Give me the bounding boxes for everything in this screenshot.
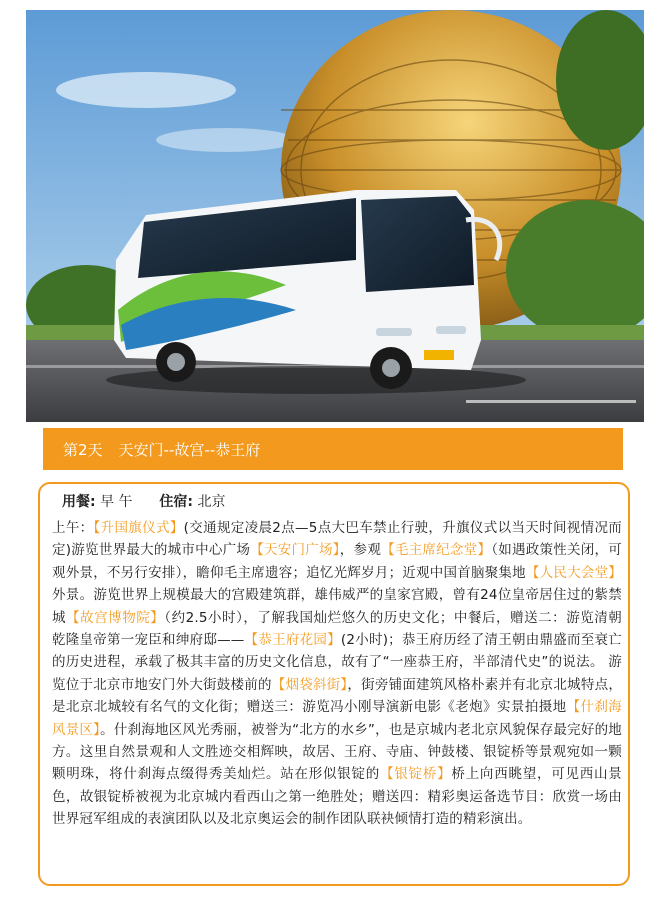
- text-segment: (2小时)；恭王府历经了清王朝由鼎盛而至衰亡的历史进程，承载了极其丰富的历史文化信息，故有了“一座恭王府，半部清代史”的说法。 游览位于北京市地安门外大街鼓楼前的: [52, 632, 622, 693]
- hero-photo: [26, 10, 644, 422]
- highlight-attraction: 【毛主席纪念堂】: [381, 542, 492, 559]
- meal-label: 用餐:: [62, 494, 96, 510]
- day-number: 第2天: [63, 440, 103, 459]
- highlight-attraction: 【人民大会堂】: [525, 564, 623, 581]
- itinerary-description: [52, 517, 622, 831]
- text-segment: （约2.5小时），了解我国灿烂悠久的历史文化；中餐后，赠送二：游览清朝乾隆皇帝第一宠臣和绅府邸——: [52, 609, 623, 649]
- highlight-attraction: 【故宫博物院】: [66, 609, 165, 626]
- text-segment: ，街旁铺面建筑风格朴素并有北京北城特点，是北京北城较有名气的文化街；赠送三：游览冯小刚导演新电影《老炮》实景拍摄地: [52, 676, 623, 716]
- meal-value: 早 午: [100, 494, 133, 510]
- itinerary-content-box: [38, 482, 630, 886]
- highlight-attraction: 【烟袋斜街】: [271, 676, 348, 693]
- highlight-attraction: 【什刹海风景区】: [52, 699, 622, 738]
- text-segment: (交通规定凌晨2点—5点大巴车禁止行驶，升旗仪式以当天时间视情况而定)游览世界最大的城市中心广场: [52, 520, 623, 559]
- highlight-attraction: 【银锭桥】: [380, 766, 452, 783]
- text-segment: 上午：: [52, 520, 94, 536]
- text-segment: （如遇政策性关闭，可观外景，不另行安排），瞻仰毛主席遗容；追忆光辉岁月；近观中国首脑聚集地: [52, 542, 622, 581]
- highlight-attraction: 【恭王府花园】: [244, 632, 341, 649]
- day-route-title: 天安门--故宫--恭王府: [118, 440, 261, 459]
- text-segment: 桥上向西眺望，可见西山景色，故银锭桥被视为北京城内看西山之第一绝胜处；赠送四：精彩奥运备选节目：欣赏一场由世界冠军组成的表演团队以及北京奥运会的制作团队联袂倾情打造的精彩演出。: [52, 766, 623, 828]
- stay-label: 住宿:: [159, 494, 194, 510]
- highlight-attraction: 【升国旗仪式】: [93, 520, 184, 536]
- stay-value: 北京: [197, 494, 226, 510]
- bus-illustration: [26, 10, 644, 422]
- text-segment: ，参观: [339, 542, 382, 559]
- text-segment: 。什刹海地区风光秀丽，被誉为“北方的水乡”，也是京城内老北京风貌保存最完好的地方。这里自然景观和人文胜迹交相辉映，故居、王府、寺庙、钟鼓楼、银锭桥等景观宛如一颗颗明珠，将什刹海点缀得秀美灿烂。站在形似银锭的: [52, 721, 622, 783]
- day-header-bar: [43, 428, 623, 470]
- highlight-attraction: 【天安门广场】: [250, 542, 340, 559]
- meals-line: [62, 491, 225, 511]
- text-segment: 外景。游览世界上规模最大的宫殿建筑群，雄伟威严的皇家宫殿，曾有24位皇帝居住过的紫禁城: [52, 587, 622, 626]
